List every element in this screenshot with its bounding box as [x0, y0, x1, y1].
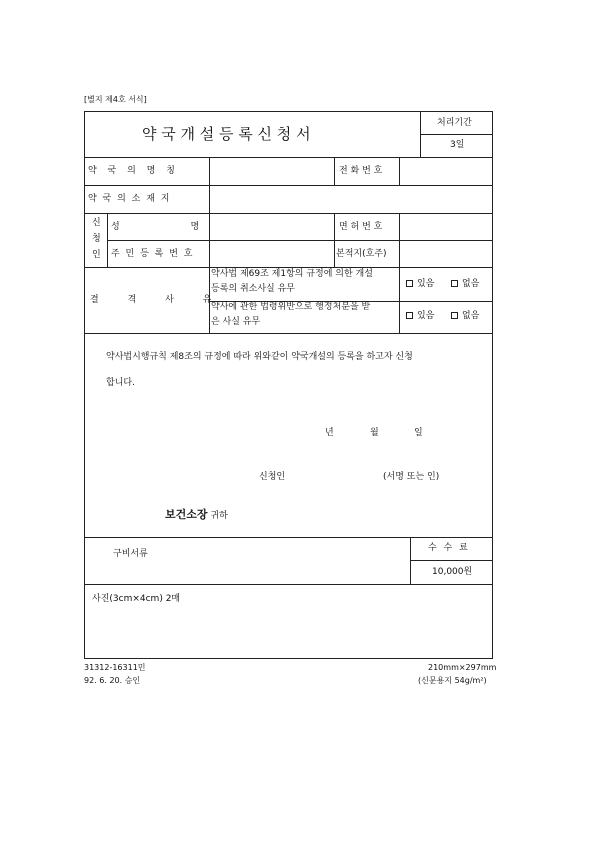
resident-number-label: 주 민 등 록 번 호: [111, 249, 193, 259]
domicile-label: 본적지(호주): [336, 249, 387, 259]
reason-2-yes-option[interactable]: [406, 311, 434, 322]
date-day: 일: [414, 428, 423, 438]
reason-2-line-1: 약사에 관한 법령위반으로 행정처분을 받: [211, 302, 371, 312]
checkbox-icon: [451, 280, 458, 287]
attachments-label: 구비서류: [113, 549, 148, 559]
applicant-label-2: 청: [92, 234, 101, 244]
applicant-label-1: 신: [92, 218, 101, 228]
footer-approval-date: 92. 6. 20. 승인: [84, 676, 141, 685]
processing-period-value: 3일: [450, 140, 465, 150]
phone-field[interactable]: [400, 158, 492, 184]
reason-2-yes-label: 있음: [417, 311, 435, 321]
domicile-field[interactable]: [400, 241, 492, 266]
reason-1-no-option[interactable]: [451, 279, 479, 290]
phone-label: 전 화 번 호: [339, 166, 383, 176]
fee-label: 수 수 료: [428, 543, 468, 553]
checkbox-icon: [406, 312, 413, 319]
reason-1-line-2: 등록의 취소사실 유무: [211, 284, 295, 294]
date-month: 월: [370, 428, 379, 438]
reason-2-no-option[interactable]: [451, 311, 479, 322]
processing-period-label: 처리기간: [437, 118, 472, 128]
applicant-label-3: 인: [92, 250, 101, 260]
reason-1-yes-label: 있음: [417, 279, 435, 289]
license-label: 면 허 번 호: [339, 222, 383, 232]
form-title: 약 국 개 설 등 록 신 청 서: [142, 125, 311, 143]
attachment-item: 사진(3cm×4cm) 2매: [92, 594, 181, 604]
checkbox-icon: [451, 312, 458, 319]
address-field[interactable]: [210, 186, 492, 212]
license-field[interactable]: [400, 214, 492, 239]
footer-paper-size: 210mm×297mm: [428, 663, 497, 672]
name-label: 성 명: [111, 222, 200, 232]
footer-form-number: 31312-16311민: [84, 663, 146, 672]
pharmacy-name-field[interactable]: [210, 158, 333, 184]
resident-number-field[interactable]: [210, 241, 333, 266]
pharmacy-name-label: 약 국 의 명 칭: [88, 166, 175, 176]
checkbox-icon: [406, 280, 413, 287]
fee-value: 10,000원: [432, 567, 473, 577]
statement-line-2: 합니다.: [106, 378, 135, 388]
recipient-suffix: 귀하: [210, 511, 228, 521]
address-label: 약 국 의 소 재 지: [88, 194, 170, 204]
application-form: [84, 111, 493, 659]
applicant-signature-label: 신청인: [259, 472, 286, 482]
reason-1-line-1: 약사법 제69조 제1항의 규정에 의한 개설: [211, 269, 373, 279]
reason-2-no-label: 없음: [462, 311, 480, 321]
recipient: [165, 508, 228, 522]
footer-paper-type: (신문용지 54g/m²): [418, 676, 487, 685]
statement-line-1: 약사법시행규칙 제8조의 규정에 따라 위와같이 약국개설의 등록을 하고자 신청: [106, 352, 413, 362]
form-id: [별지 제4호 서식]: [84, 95, 147, 104]
recipient-title: 보건소장: [165, 508, 208, 521]
disqualification-label: 결 격 사 유: [90, 295, 212, 305]
reason-1-yes-option[interactable]: [406, 279, 434, 290]
signature-hint: (서명 또는 인): [383, 472, 440, 482]
name-field[interactable]: [210, 214, 333, 239]
reason-1-no-label: 없음: [462, 279, 480, 289]
reason-2-line-2: 은 사실 유무: [211, 317, 261, 327]
date-year: 년: [325, 428, 334, 438]
